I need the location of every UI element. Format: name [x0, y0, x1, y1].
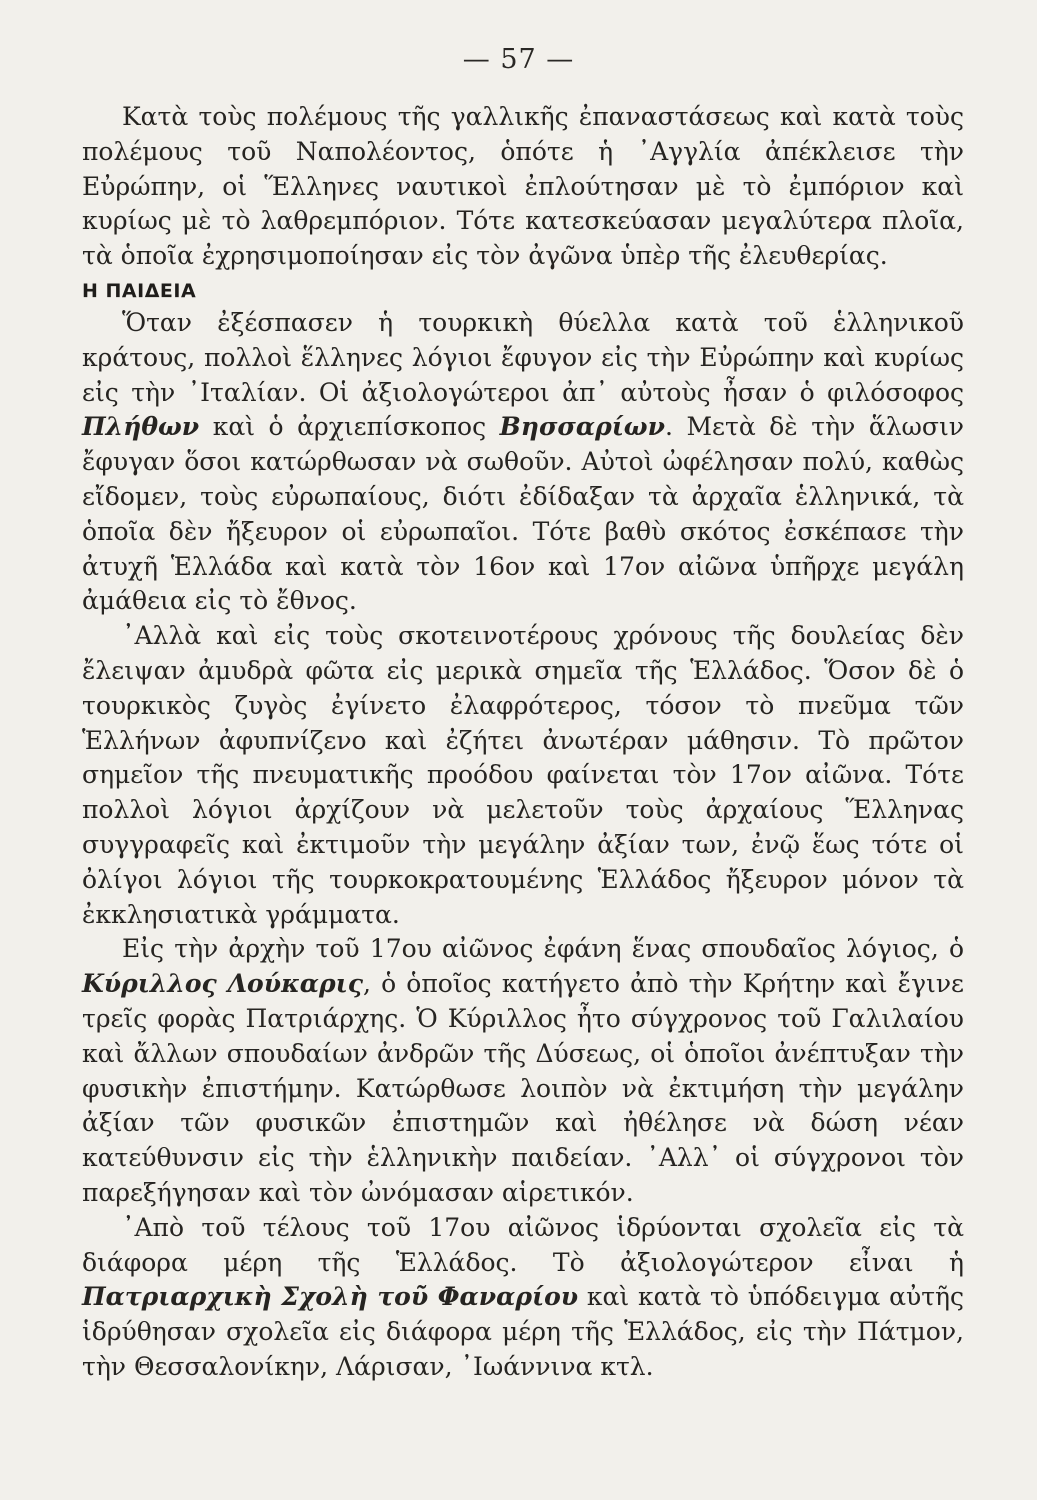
paragraph-text: , ὁ ὁποῖος κατήγετο ἀπὸ τὴν Κρήτην καὶ ἔγινε τρεῖς φορὰς Πατριάρχης. Ὁ Κύριλλος ἦτο σύγχρονος τοῦ Γαλιλαίου καὶ ἄλλων σπουδαίων ἀνδρῶν τῆς Δύσεως, οἱ ὁποῖοι ἀνέπτυξαν τὴν φυσικὴν ἐπιστήμην. Κατώρθωσε λοιπὸν νὰ ἐκτιμήση τὴν μεγάλην ἀξίαν τῶν φυσικῶν ἐπιστημῶν καὶ ἠθέλησε νὰ δώση νέαν κατεύθυνσιν εἰς τὴν ἑλληνικὴν παιδείαν. ᾿Αλλ᾿ οἱ σύγχρονοι τὸν παρεξήγησαν καὶ τὸν ὠνόμασαν αἱρετικόν. [82, 969, 964, 1207]
paragraph-text: ᾿Απὸ τοῦ τέλους τοῦ 17ου αἰῶνος ἱδρύονται σχολεῖα εἰς τὰ διάφορα μέρη τῆς Ἑλλάδος. Τὸ ἀξιολογώτερον εἶναι ἡ [82, 1212, 964, 1277]
name-kyrillos-loukaris: Κύριλλος Λούκαρις [82, 969, 363, 999]
paragraph-dim-lights: ᾿Αλλὰ καὶ εἰς τοὺς σκοτεινοτέρους χρόνους τῆς δουλείας δὲν ἔλειψαν ἀμυδρὰ φῶτα εἰς μερικὰ σημεῖα τῆς Ἑλλάδος. Ὅσον δὲ ὁ τουρκικὸς ζυγὸς ἐγίνετο ἐλαφρότερος, τόσον τὸ πνεῦμα τῶν Ἑλλήνων ἀφυπνίζενο καὶ ἐζήτει ἀνωτέραν μάθησιν. Τὸ πρῶτον σημεῖον τῆς πνευματικῆς προόδου φαίνεται τὸν 17ον αἰῶνα. Τότε πολλοὶ λόγιοι ἀρχίζουν νὰ μελετοῦν τοὺς ἀρχαίους Ἕλληνας συγγραφεῖς καὶ ἐκτιμοῦν τὴν μεγάλην ἀξίαν των, ἐνῷ ἕως τότε οἱ ὀλίγοι λόγιοι τῆς τουρκοκρατουμένης Ἑλλάδος ἤξευρον μόνον τὰ ἐκκλησιατικὰ γράμματα. [82, 621, 964, 929]
paragraph-text: . Μετὰ δὲ τὴν ἅλωσιν ἔφυγαν ὅσοι κατώρθωσαν νὰ σωθοῦν. Αὐτοὶ ὠφέλησαν πολύ, καθὼς εἴδομεν, τοὺς εὐρωπαίους, διότι ἐδίδαξαν τὰ ἀρχαῖα ἑλληνικά, τὰ ὁποῖα δὲν ἤξευρον οἱ εὐρωπαῖοι. Τότε βαθὺ σκότος ἐσκέπασε τὴν ἀτυχῆ Ἑλλάδα καὶ κατὰ τὸν 16ον καὶ 17ον αἰῶνα ὑπῆρχε μεγάλη ἀμάθεια εἰς τὸ ἔθνος. [82, 412, 964, 616]
paragraph-text: Εἰς τὴν ἀρχὴν τοῦ 17ου αἰῶνος ἐφάνη ἕνας σπουδαῖος λόγιος, ὁ [122, 934, 964, 964]
page-body [82, 100, 964, 1385]
page-number: — 57 — [462, 44, 575, 75]
name-plethon: Πλήθων [82, 412, 200, 442]
paragraph-text: Ὅταν ἐξέσπασεν ἡ τουρκικὴ θύελλα κατὰ τοῦ ἑλληνικοῦ κράτους, πολλοὶ ἕλληνες λόγιοι ἔφυγον εἰς τὴν Εὐρώπην καὶ κυρίως εἰς τὴν ᾿Ιταλίαν. Οἱ ἀξιολογώτεροι ἀπ᾿ αὐτοὺς ἦσαν ὁ φιλόσοφος [82, 307, 964, 407]
paragraph-text: καὶ κατὰ τὸ ὑπόδειγμα αὐτῆς ἱδρύθησαν σχολεῖα εἰς διάφορα μέρη τῆς Ἑλλάδος, εἰς τὴν Πάτμον, τὴν Θεσσαλονίκην, Λάρισαν, ᾿Ιωάννινα κτλ. [82, 1282, 964, 1381]
paragraph-schools [82, 1211, 964, 1385]
name-patriarchal-school: Πατριαρχικὴ Σχολὴ τοῦ Φαναρίου [82, 1282, 579, 1312]
section-heading: Η ΠΑΙΔΕΙΑ [82, 279, 197, 302]
paragraph-text: καὶ ὁ ἀρχιεπίσκοπος [199, 412, 500, 442]
paragraph-kyrillos [82, 932, 964, 1210]
name-bessarion: Βησσαρίων [499, 412, 665, 442]
paragraph-napoleonic-wars: Κατὰ τοὺς πολέμους τῆς γαλλικῆς ἐπαναστάσεως καὶ κατὰ τοὺς πολέμους τοῦ Ναπολέοντος, ὁπότε ἡ ᾿Αγγλία ἀπέκλεισε τὴν Εὐρώπην, οἱ Ἕλληνες ναυτικοὶ ἐπλούτησαν μὲ τὸ ἐμπόριον καὶ κυρίως μὲ τὸ λαθρεμπόριον. Τότε κατεσκεύασαν μεγαλύτερα πλοῖα, τὰ ὁποῖα ἐχρησιμοποίησαν εἰς τὸν ἀγῶνα ὑπὲρ τῆς ἐλευθερίας. [82, 102, 964, 271]
paragraph-scholars-flee [82, 306, 964, 619]
